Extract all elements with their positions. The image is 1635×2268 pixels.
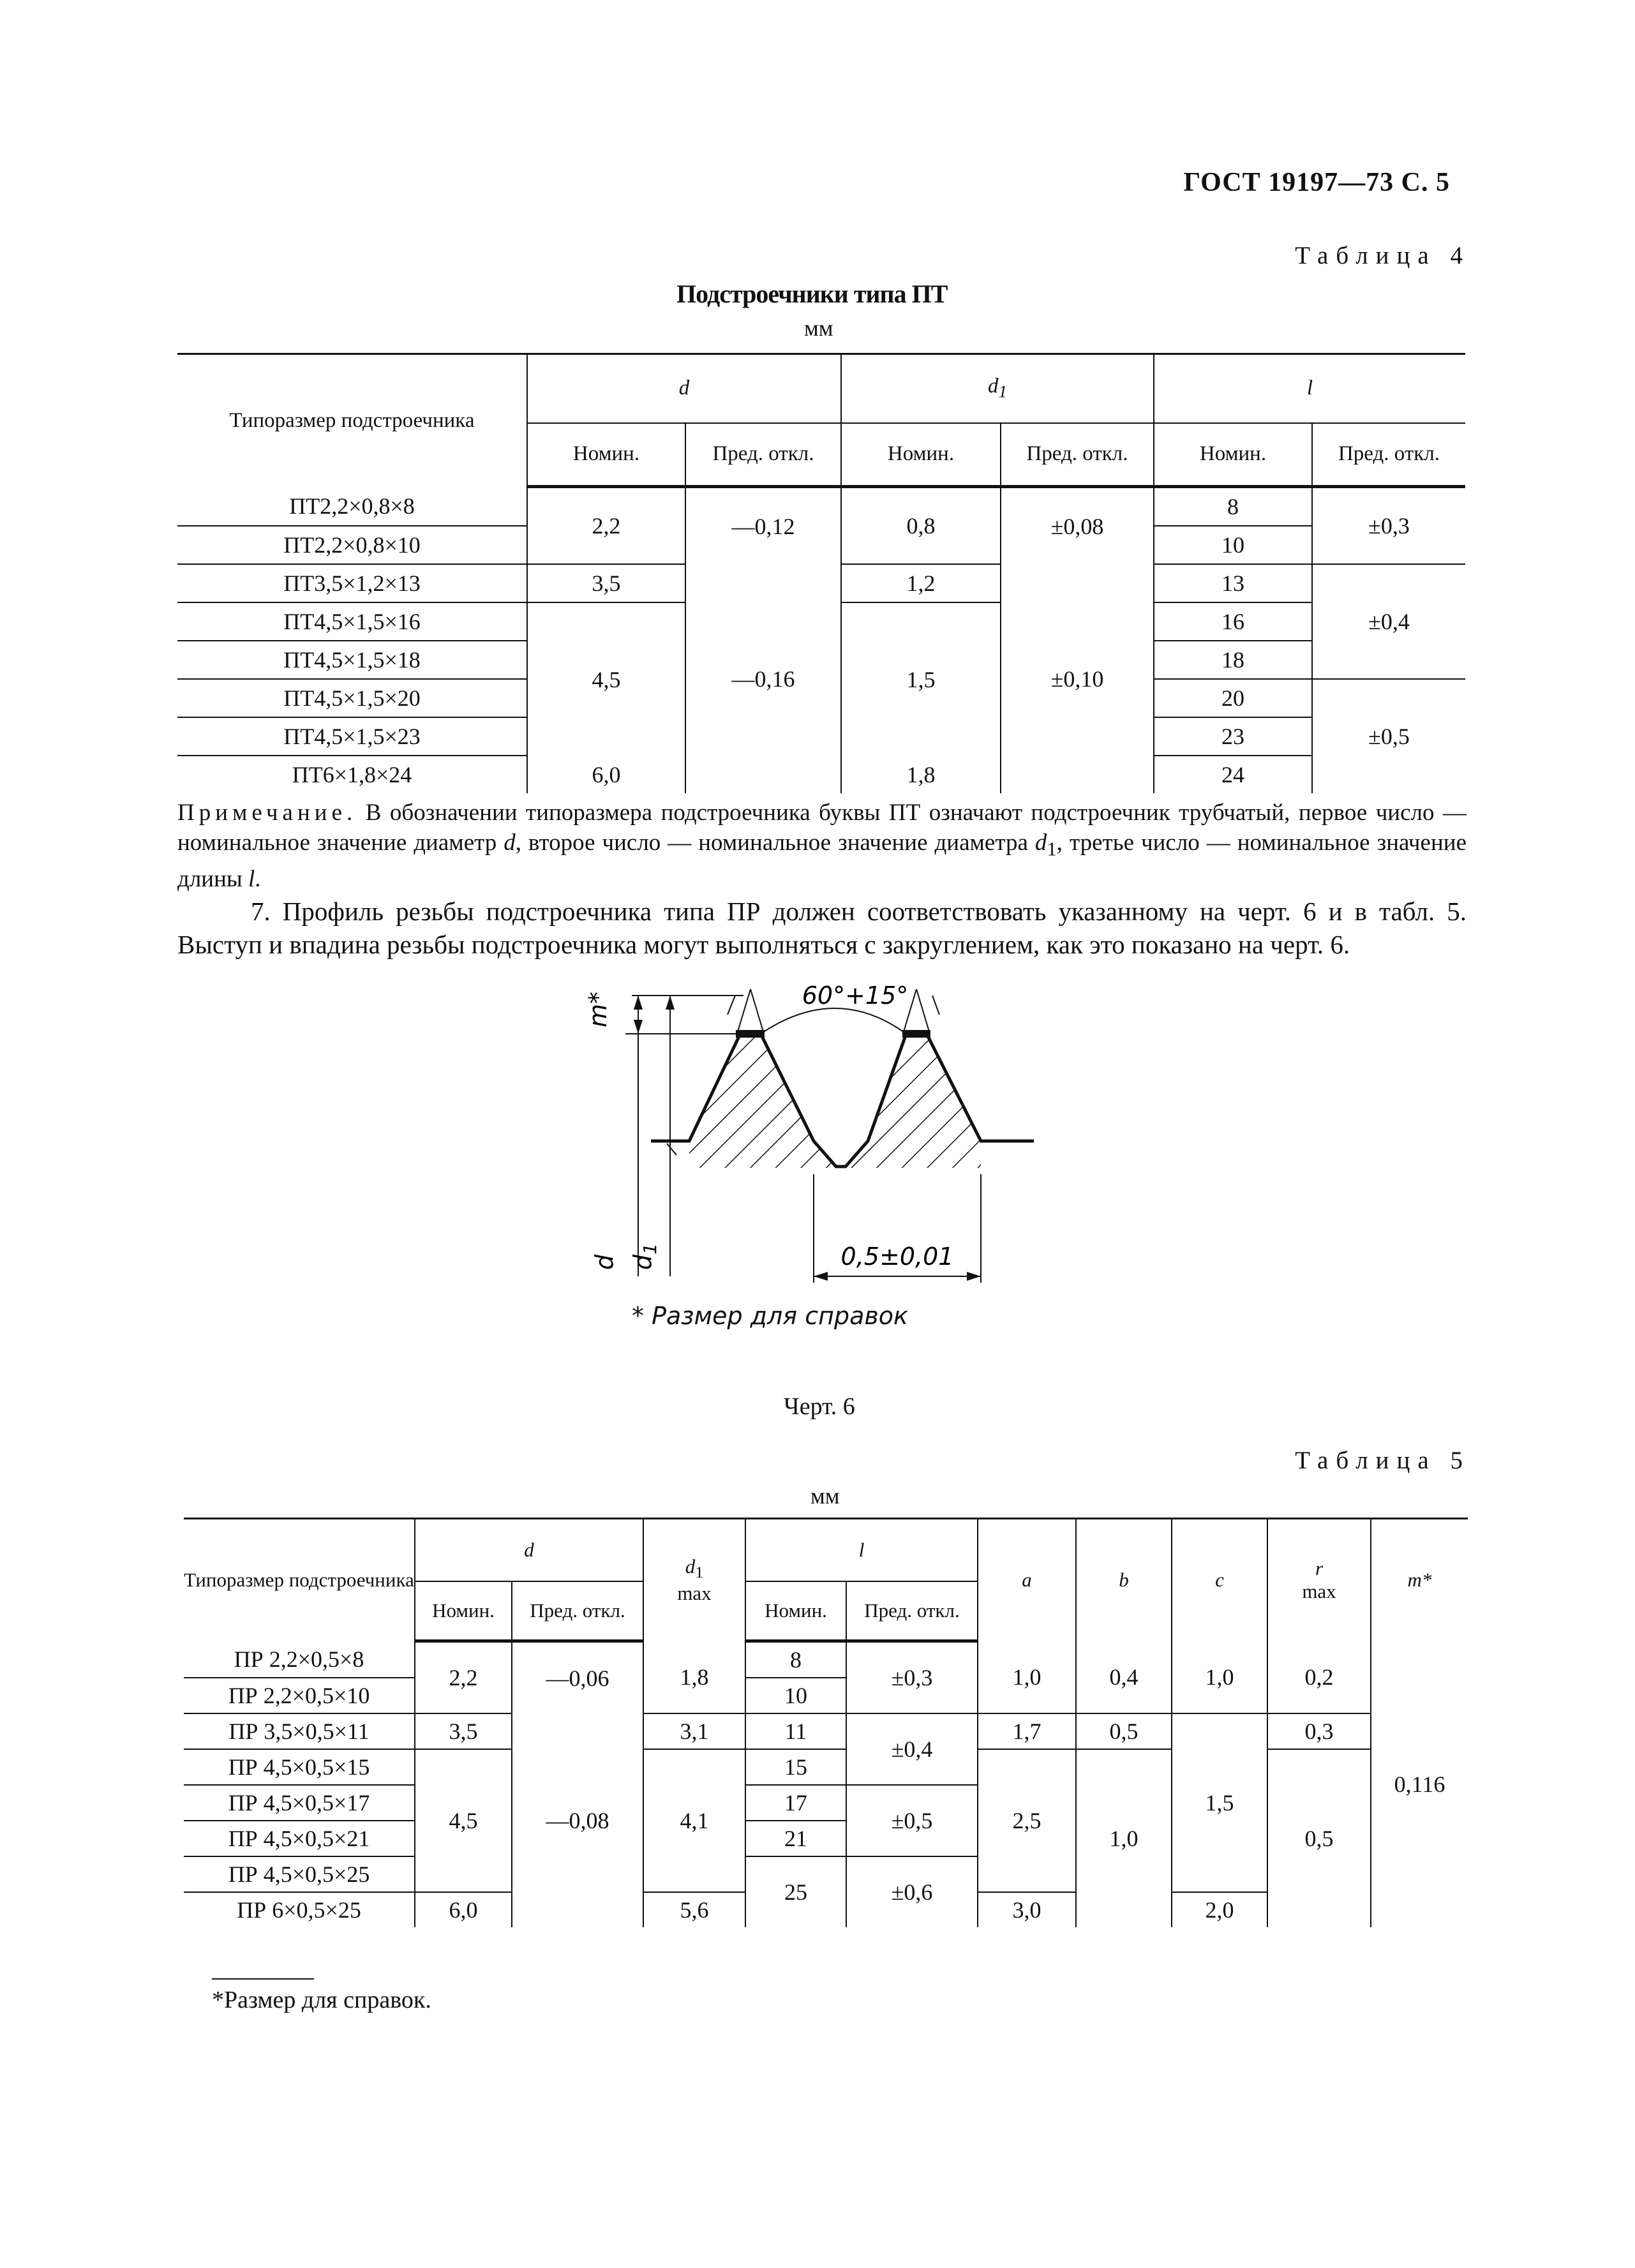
table-cell: 1,8 — [841, 756, 1001, 793]
table5-header-b: b — [1076, 1519, 1172, 1641]
table-cell: 2,0 — [1172, 1892, 1267, 1927]
table-cell: 25 — [745, 1856, 846, 1927]
table5 — [184, 1518, 1468, 1927]
table-cell: ±0,3 — [846, 1641, 978, 1714]
table4-label: Таблица 4 — [1295, 242, 1470, 269]
table5-header-a: a — [978, 1519, 1076, 1641]
table5-header-m: m* — [1371, 1519, 1468, 1641]
thread-profile-drawing — [584, 981, 1047, 1295]
table-cell: —0,08 — [512, 1713, 643, 1927]
table-row-size: ПТ2,2×0,8×8 — [177, 487, 527, 526]
table-cell: 0,2 — [1267, 1641, 1371, 1714]
table-row-size: ПТ2,2×0,8×10 — [177, 526, 527, 564]
table-row-size: ПТ4,5×1,5×20 — [177, 679, 527, 717]
table4-title: Подстроечники типа ПТ — [676, 280, 948, 308]
table4-header-d1-dev: Пред. откл. — [1001, 423, 1154, 487]
table-cell: 1,2 — [841, 564, 1001, 602]
table-cell: 1,5 — [1172, 1713, 1267, 1892]
drawing-footnote: * Размер для справок — [632, 1302, 908, 1330]
table-row-size: ПР 4,5×0,5×21 — [184, 1821, 415, 1856]
table-row-size: ПР 2,2×0,5×10 — [184, 1678, 415, 1713]
table-cell: 4,5 — [415, 1749, 512, 1892]
pitch-label: 0,5±0,01 — [840, 1242, 954, 1271]
table-cell: 0,5 — [1076, 1713, 1172, 1749]
d-dimension-label: d — [590, 1254, 618, 1270]
table-row-size: ПР 4,5×0,5×17 — [184, 1785, 415, 1821]
table-cell: 17 — [745, 1785, 846, 1821]
table-cell: 15 — [745, 1749, 846, 1785]
angle-label: 60°+15° — [802, 981, 909, 1010]
table-cell: 0,3 — [1267, 1713, 1371, 1749]
table-cell: 8 — [745, 1641, 846, 1678]
table-cell: 0,8 — [841, 487, 1001, 565]
table-cell: 3,0 — [978, 1892, 1076, 1927]
table5-header-l-dev: Пред. откл. — [846, 1581, 978, 1641]
table5-header-d: d — [415, 1519, 643, 1581]
table4-note: Примечание. В обозначении типоразмера подстроечника буквы ПТ означают подстроечник трубчатый, первое число — номинальное значение диаметр d, второе число — номинальное значение диаметра $d_1$, третье число — номинальное значение длины l. — [177, 800, 1467, 893]
table4-header-l-dev: Пред. откл. — [1312, 423, 1465, 487]
table5-label: Таблица 5 — [1295, 1447, 1470, 1474]
table-cell: ±0,08 — [1001, 487, 1154, 565]
table4-header-d-dev: Пред. откл. — [685, 423, 841, 487]
table-cell: 6,0 — [527, 756, 685, 793]
note-label: Примечание. — [177, 800, 357, 826]
table-cell: 1,8 — [643, 1641, 745, 1714]
table-cell: 1,0 — [1076, 1749, 1172, 1927]
table4-header-d-nom: Номин. — [527, 423, 685, 487]
table-cell: 0,5 — [1267, 1749, 1371, 1927]
table5-header-d1: $d_1$ max — [643, 1519, 745, 1641]
table4-header-l: l — [1154, 354, 1465, 423]
page-header: ГОСТ 19197—73 С. 5 — [1183, 168, 1450, 197]
table-cell: ±0,5 — [1312, 679, 1465, 793]
table-row-size: ПР 4,5×0,5×25 — [184, 1856, 415, 1892]
table-row-size: ПТ4,5×1,5×18 — [177, 641, 527, 679]
table-row-size: ПР 3,5×0,5×11 — [184, 1713, 415, 1749]
table-cell: 0,4 — [1076, 1641, 1172, 1714]
table-cell: ±0,10 — [1001, 564, 1154, 793]
table-cell: 23 — [1154, 717, 1312, 756]
table-cell: 20 — [1154, 679, 1312, 717]
table-cell: 1,0 — [1172, 1641, 1267, 1714]
table-cell: 1,7 — [978, 1713, 1076, 1749]
table5-header-r: r max — [1267, 1519, 1371, 1641]
m-label: m* — [584, 991, 612, 1027]
table4-units: мм — [804, 315, 833, 341]
table-cell: 6,0 — [415, 1892, 512, 1927]
table-cell: 18 — [1154, 641, 1312, 679]
table-cell: ±0,6 — [846, 1856, 978, 1927]
table-row-size: ПР 6×0,5×25 — [237, 1897, 361, 1923]
table-cell: 3,5 — [527, 564, 685, 602]
table-cell: 10 — [745, 1678, 846, 1713]
table4 — [177, 353, 1465, 793]
table4-header-l-nom: Номин. — [1154, 423, 1312, 487]
table-cell: 2,2 — [415, 1641, 512, 1714]
footnote-divider — [212, 1978, 314, 1980]
table5-units: мм — [810, 1483, 840, 1509]
table-cell: 4,1 — [643, 1749, 745, 1892]
table-row-size: ПТ6×1,8×24 — [292, 762, 412, 787]
table-cell: 21 — [745, 1821, 846, 1856]
table-row-size: ПТ4,5×1,5×16 — [177, 602, 527, 641]
table-cell: —0,16 — [685, 564, 841, 793]
table-row-size: ПР 4,5×0,5×15 — [184, 1749, 415, 1785]
table5-header-c: c — [1172, 1519, 1267, 1641]
table-row-size: ПТ3,5×1,2×13 — [177, 564, 527, 602]
table-cell: 13 — [1154, 564, 1312, 602]
table-cell: 24 — [1154, 756, 1312, 793]
table-cell: 3,5 — [415, 1713, 512, 1749]
table-cell: 2,5 — [978, 1749, 1076, 1892]
table4-header-d1-nom: Номин. — [841, 423, 1001, 487]
table-cell: 11 — [745, 1713, 846, 1749]
table5-header-size: Типоразмер подстроечника — [184, 1519, 415, 1641]
d1-dimension-label: $d_1$ — [629, 1243, 661, 1270]
table4-header-size: Типоразмер подстроечника — [177, 354, 527, 487]
table-cell: 1,5 — [841, 602, 1001, 756]
table-cell: 4,5 — [527, 602, 685, 756]
table-cell: ±0,4 — [846, 1713, 978, 1785]
table5-header-l-nom: Номин. — [745, 1581, 846, 1641]
table-cell: 1,0 — [978, 1641, 1076, 1714]
table-cell: 0,116 — [1371, 1641, 1468, 1928]
table5-header-l: l — [745, 1519, 978, 1581]
thread-section — [651, 1027, 1034, 1174]
table-cell: 16 — [1154, 602, 1312, 641]
table-cell: ±0,4 — [1312, 564, 1465, 679]
table-cell: —0,06 — [512, 1641, 643, 1714]
figure-label: Черт. 6 — [784, 1393, 855, 1420]
table-cell: 3,1 — [643, 1713, 745, 1749]
paragraph-7: 7. Профиль резьбы подстроечника типа ПР должен соответствовать указанному на черт. 6 и в табл. 5. Выступ и впадина резьбы подстроечника могут выполняться с закруглением, как это показано на черт. 6. — [177, 897, 1467, 959]
table-row-size: ПТ4,5×1,5×23 — [177, 717, 527, 756]
table-cell: 2,2 — [527, 487, 685, 565]
page-footnote: *Размер для справок. — [212, 1987, 431, 2013]
table-cell: ±0,5 — [846, 1785, 978, 1856]
table-cell: 5,6 — [643, 1892, 745, 1927]
table-cell: 8 — [1154, 487, 1312, 526]
table-cell: 10 — [1154, 526, 1312, 564]
table-row-size: ПР 2,2×0,5×8 — [184, 1641, 415, 1678]
table4-header-d1: $d_1$ — [841, 354, 1154, 423]
table5-header-d-nom: Номин. — [415, 1581, 512, 1641]
table-cell: ±0,3 — [1312, 487, 1465, 565]
table5-header-d-dev: Пред. откл. — [512, 1581, 643, 1641]
table-cell: —0,12 — [685, 487, 841, 565]
table4-header-d: d — [527, 354, 841, 423]
